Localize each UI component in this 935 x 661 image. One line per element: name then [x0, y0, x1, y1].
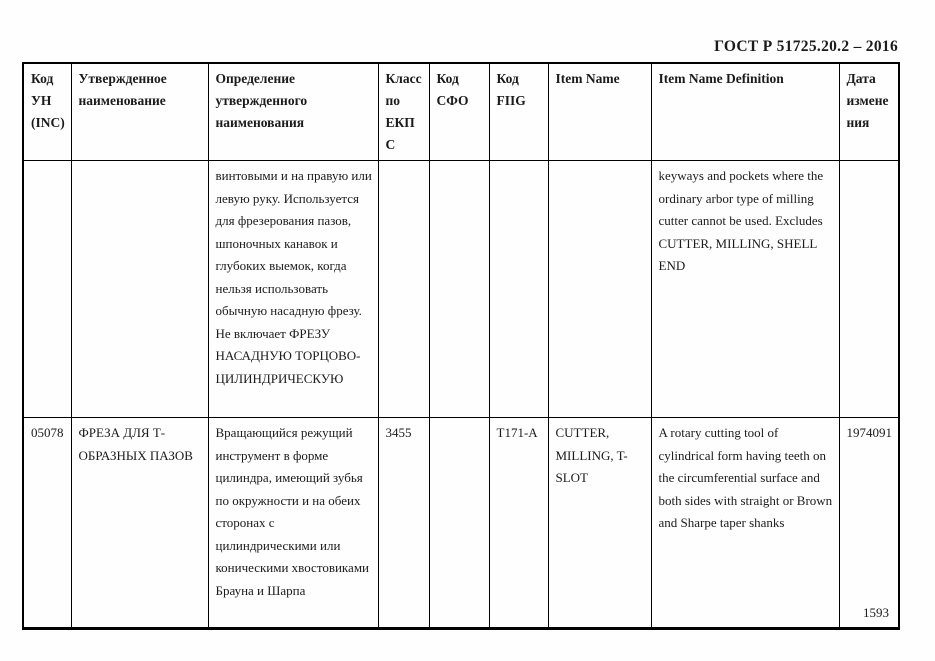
- cell-fiig-code: [489, 161, 548, 418]
- cell-ekps-class: [378, 161, 429, 418]
- col-header-change-date: Дата изменения: [839, 63, 899, 161]
- table-row-continuation: [23, 161, 899, 418]
- cell-approved-name-definition: Вращающийся режущий инструмент в форме цилиндра, имеющий зубья по окружности и на обеих сторонах с цилиндрическими или коническими хвостовиками Брауна и Шарпа: [208, 418, 378, 629]
- cell-inc-code: 05078: [23, 418, 71, 629]
- cell-approved-name-definition: винтовыми и на правую или левую руку. Используется для фрезерования пазов, шпоночных канавок и глубоких выемок, когда нельзя использовать обычную насадную фрезу. Не включает ФРЕЗУ НАСАДНУЮ ТОРЦОВО-ЦИЛИНДРИЧЕСКУЮ: [208, 161, 378, 418]
- cell-inc-code: [23, 161, 71, 418]
- cell-sfo-code: [429, 161, 489, 418]
- cell-approved-name: ФРЕЗА ДЛЯ Т-ОБРАЗНЫХ ПАЗОВ: [71, 418, 208, 629]
- cell-sfo-code: [429, 418, 489, 629]
- cell-change-date: [839, 161, 899, 418]
- cell-item-name: CUTTER, MILLING, T-SLOT: [548, 418, 651, 629]
- item-names-table: [22, 62, 900, 630]
- col-header-approved-name-definition: Определение утвержденного наименования: [208, 63, 378, 161]
- table-header-row: [23, 63, 899, 161]
- cell-change-date: 1974091: [839, 418, 899, 629]
- col-header-inc-code: Код УН (INC): [23, 63, 71, 161]
- document-standard-header: ГОСТ Р 51725.20.2 – 2016: [714, 38, 898, 55]
- cell-item-name-definition: keyways and pockets where the ordinary arbor type of milling cutter cannot be used. Excludes CUTTER, MILLING, SHELL END: [651, 161, 839, 418]
- col-header-item-name: Item Name: [548, 63, 651, 161]
- col-header-sfo-code: Код СФО: [429, 63, 489, 161]
- page-number: 1593: [863, 605, 889, 620]
- col-header-item-name-definition: Item Name Definition: [651, 63, 839, 161]
- col-header-approved-name: Утвержденное наименование: [71, 63, 208, 161]
- cell-item-name: [548, 161, 651, 418]
- table-row-05078: [23, 418, 899, 629]
- cell-approved-name: [71, 161, 208, 418]
- cell-fiig-code: T171-A: [489, 418, 548, 629]
- cell-item-name-definition: A rotary cutting tool of cylindrical form having teeth on the circumferential surface and both sides with straight or Brown and Sharpe taper shanks: [651, 418, 839, 629]
- col-header-ekps-class: Класс по ЕКПС: [378, 63, 429, 161]
- cell-ekps-class: 3455: [378, 418, 429, 629]
- col-header-fiig-code: Код FIIG: [489, 63, 548, 161]
